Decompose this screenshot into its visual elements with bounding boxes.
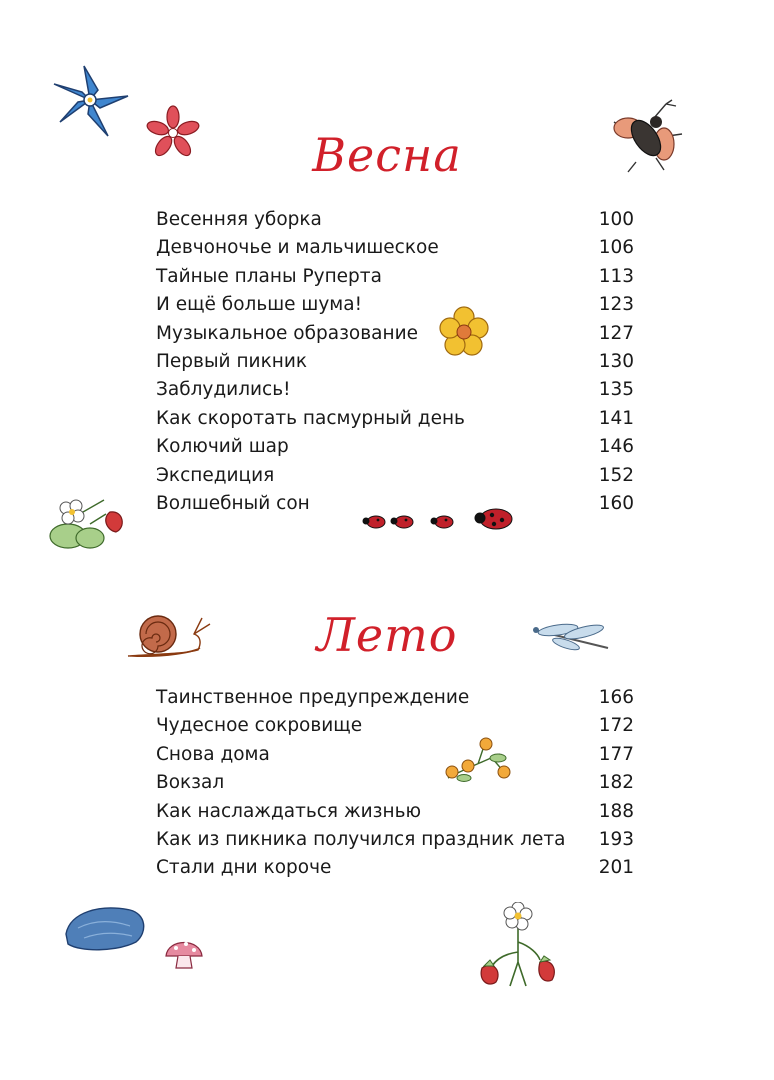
ladybugs-icon: [362, 500, 534, 532]
toc-entry-title: Колючий шар: [156, 436, 289, 458]
toc-entry-title: Экспедиция: [156, 464, 275, 486]
toc-entry-title: Как наслаждаться жизнью: [156, 800, 422, 822]
toc-entry-page: 135: [598, 379, 634, 401]
toc-entry-page: 130: [598, 350, 634, 372]
toc-entry[interactable]: [156, 826, 634, 854]
toc-entry-title: Снова дома: [156, 743, 270, 765]
toc-entry-page: 141: [598, 407, 634, 429]
toc-entry-page: 106: [598, 237, 634, 259]
stone-icon: [60, 898, 150, 954]
toc-entry-title: Стали дни короче: [156, 857, 332, 879]
toc-entry[interactable]: [156, 320, 634, 348]
toc-entry-title: Девчоночье и мальчишеское: [156, 237, 439, 259]
toc-entry-page: 100: [598, 209, 634, 230]
toc-entry[interactable]: [156, 405, 634, 433]
toc-entry-page: 113: [598, 265, 634, 287]
toc-entry[interactable]: [156, 741, 634, 769]
toc-entry[interactable]: [156, 798, 634, 826]
toc-entry-page: 193: [598, 828, 634, 850]
toc-entry[interactable]: [156, 712, 634, 740]
toc-entry-title: Первый пикник: [156, 350, 308, 372]
mushroom-icon: [162, 930, 206, 970]
toc-entry[interactable]: [156, 206, 634, 234]
strawberry-flower-icon: [46, 490, 136, 554]
toc-entry-page: 172: [598, 715, 634, 737]
toc-entry-page: 123: [598, 294, 634, 316]
toc-entry-page: 201: [598, 857, 634, 879]
toc-entry-title: Как скоротать пасмурный день: [156, 407, 465, 429]
toc-entry[interactable]: [156, 684, 634, 712]
beetle-icon: [606, 96, 690, 176]
toc-entry[interactable]: [156, 854, 634, 882]
toc-entry-title: Таинственное предупреждение: [156, 687, 470, 708]
toc-entry-page: 182: [598, 772, 634, 794]
toc-entry-page: 152: [598, 464, 634, 486]
toc-entry-page: 127: [598, 322, 634, 344]
section-title-spring: Весна: [312, 128, 462, 182]
toc-entry[interactable]: [156, 769, 634, 797]
toc-entry-title: Музыкальное образование: [156, 322, 418, 344]
toc-entry[interactable]: [156, 291, 634, 319]
blue-flower-icon: [48, 60, 132, 140]
yellow-flower-icon: [438, 306, 490, 358]
section-title-summer: Лето: [316, 608, 458, 662]
toc-entry[interactable]: [156, 462, 634, 490]
toc-entry-title: И ещё больше шума!: [156, 294, 363, 316]
toc-entry-title: Весенняя уборка: [156, 209, 322, 230]
toc-list-summer: [156, 684, 634, 883]
strawberry-plant-icon: [470, 902, 566, 988]
toc-entry-title: Заблудились!: [156, 379, 291, 401]
dragonfly-icon: [530, 620, 612, 656]
toc-entry-title: Чудесное сокровище: [156, 715, 363, 737]
toc-entry-page: 188: [598, 800, 634, 822]
toc-entry[interactable]: [156, 433, 634, 461]
toc-entry-page: 160: [598, 492, 634, 514]
toc-entry[interactable]: [156, 263, 634, 291]
toc-entry-title: Как из пикника получился праздник лета: [156, 828, 566, 850]
toc-list-spring: [156, 206, 634, 518]
toc-entry[interactable]: [156, 234, 634, 262]
pink-flower-icon: [145, 105, 201, 161]
flower-sprig-icon: [438, 734, 518, 786]
snail-icon: [124, 604, 214, 660]
toc-entry-page: 146: [598, 436, 634, 458]
toc-entry-page: 177: [598, 743, 634, 765]
toc-entry-title: Волшебный сон: [156, 492, 310, 514]
toc-entry-page: 166: [598, 687, 634, 708]
toc-entry[interactable]: [156, 376, 634, 404]
toc-entry[interactable]: [156, 348, 634, 376]
toc-entry-title: Тайные планы Руперта: [156, 265, 382, 287]
toc-entry-title: Вокзал: [156, 772, 225, 794]
